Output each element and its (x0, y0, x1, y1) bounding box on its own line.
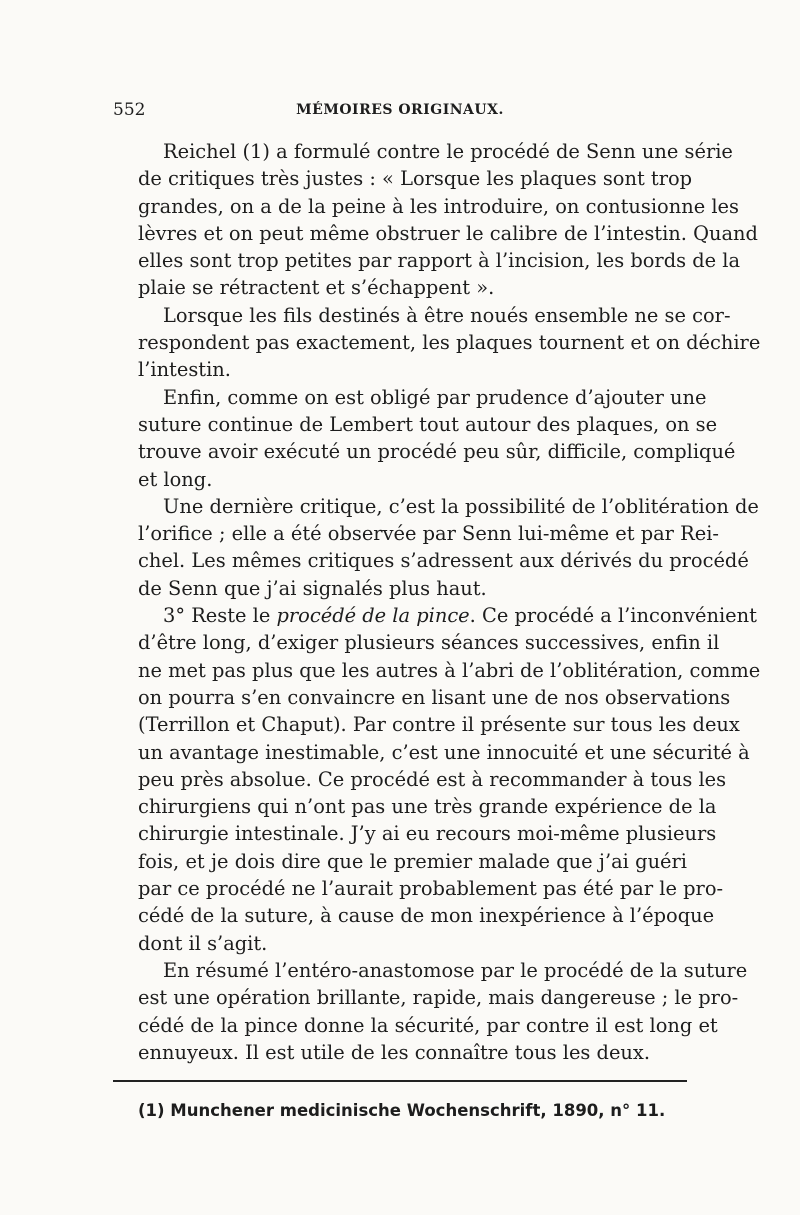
text-line: l’intestin. (138, 358, 231, 382)
text-line: respondent pas exactement, les plaques tournent et on déchire (138, 331, 761, 355)
text-line: ennuyeux. Il est utile de les connaître tous les deux. (138, 1040, 651, 1064)
text-line: cédé de la pince donne la sécurité, par contre il est long et (138, 1013, 718, 1037)
footnote: (1) Munchener medicinische Wochenschrift, 1890, n° 11. (138, 1101, 666, 1121)
body-text (113, 138, 761, 1066)
italic-term: procédé de la pince (276, 604, 470, 628)
text-line: Reichel (1) a formulé contre le procédé de Senn une série (163, 140, 733, 163)
page-number: 552 (113, 100, 146, 120)
running-head (113, 100, 687, 124)
text-line: un avantage inestimable, c’est une innocuité et une sécurité à (138, 740, 750, 764)
text-line: lèvres et on peut même obstruer le calibre de l’intestin. Quand (138, 221, 758, 245)
text-line: suture continue de Lembert tout autour des plaques, on se (138, 412, 718, 436)
text-line: chirurgiens qui n’ont pas une très grande expérience de la (138, 795, 717, 819)
text-line: cédé de la suture, à cause de mon inexpérience à l’époque (138, 904, 715, 928)
text-line: peu près absolue. Ce procédé est à recommander à tous les (138, 767, 727, 791)
paragraph-reichel-critique (113, 138, 758, 302)
text-line: plaie se rétractent et s’échappent ». (138, 276, 495, 300)
text-line: chel. Les mêmes critiques s’adressent aux dérivés du procédé (138, 549, 749, 573)
text-run: 3° Reste le (163, 604, 277, 628)
text-line: Enfin, comme on est obligé par prudence d’ajouter une (163, 385, 707, 409)
paragraph-enfin (113, 384, 736, 493)
text-line: fois, et je dois dire que le premier malade que j’ai guéri (138, 849, 687, 873)
text-line: elles sont trop petites par rapport à l’incision, les bords de la (138, 249, 741, 273)
text-line (113, 602, 757, 629)
text-line: trouve avoir exécuté un procédé peu sûr, difficile, compliqué (138, 440, 736, 464)
text-line: de critiques très justes : « Lorsque les plaques sont trop (138, 167, 693, 191)
text-line: de Senn que j’ai signalés plus haut. (138, 576, 487, 600)
text-line: et long. (138, 467, 213, 491)
text-line: (Terrillon et Chaput). Par contre il présente sur tous les deux (138, 713, 740, 737)
book-page (113, 100, 761, 1121)
paragraph-resume (113, 957, 748, 1066)
text-line: dont il s’agit. (138, 931, 268, 955)
text-run: . Ce procédé a l’inconvénient (469, 604, 757, 628)
text-line: on pourra s’en convaincre en lisant une de nos observations (138, 685, 731, 709)
paragraph-procede-pince (113, 602, 761, 957)
paragraph-fils (113, 302, 761, 384)
text-line: Une dernière critique, c’est la possibilité de l’oblitération de (163, 494, 759, 518)
text-line: En résumé l’entéro-anastomose par le procédé de la suture (163, 958, 748, 982)
text-line: est une opération brillante, rapide, mais dangereuse ; le pro- (138, 986, 739, 1010)
text-line: grandes, on a de la peine à les introduire, on contusionne les (138, 194, 739, 218)
paragraph-derniere-critique (113, 493, 759, 602)
footnote-rule (113, 1080, 687, 1082)
running-title: MÉMOIRES ORIGINAUX. (296, 102, 504, 118)
text-line: l’orifice ; elle a été observée par Senn lui-même et par Rei- (138, 522, 719, 546)
text-line: ne met pas plus que les autres à l’abri de l’oblitération, comme (138, 658, 761, 682)
text-line: par ce procédé ne l’aurait probablement pas été par le pro- (138, 877, 724, 901)
text-line: chirurgie intestinale. J’y ai eu recours moi-même plusieurs (138, 822, 717, 846)
text-line: d’être long, d’exiger plusieurs séances successives, enfin il (138, 631, 720, 655)
text-line: Lorsque les fils destinés à être noués ensemble ne se cor- (163, 303, 731, 327)
